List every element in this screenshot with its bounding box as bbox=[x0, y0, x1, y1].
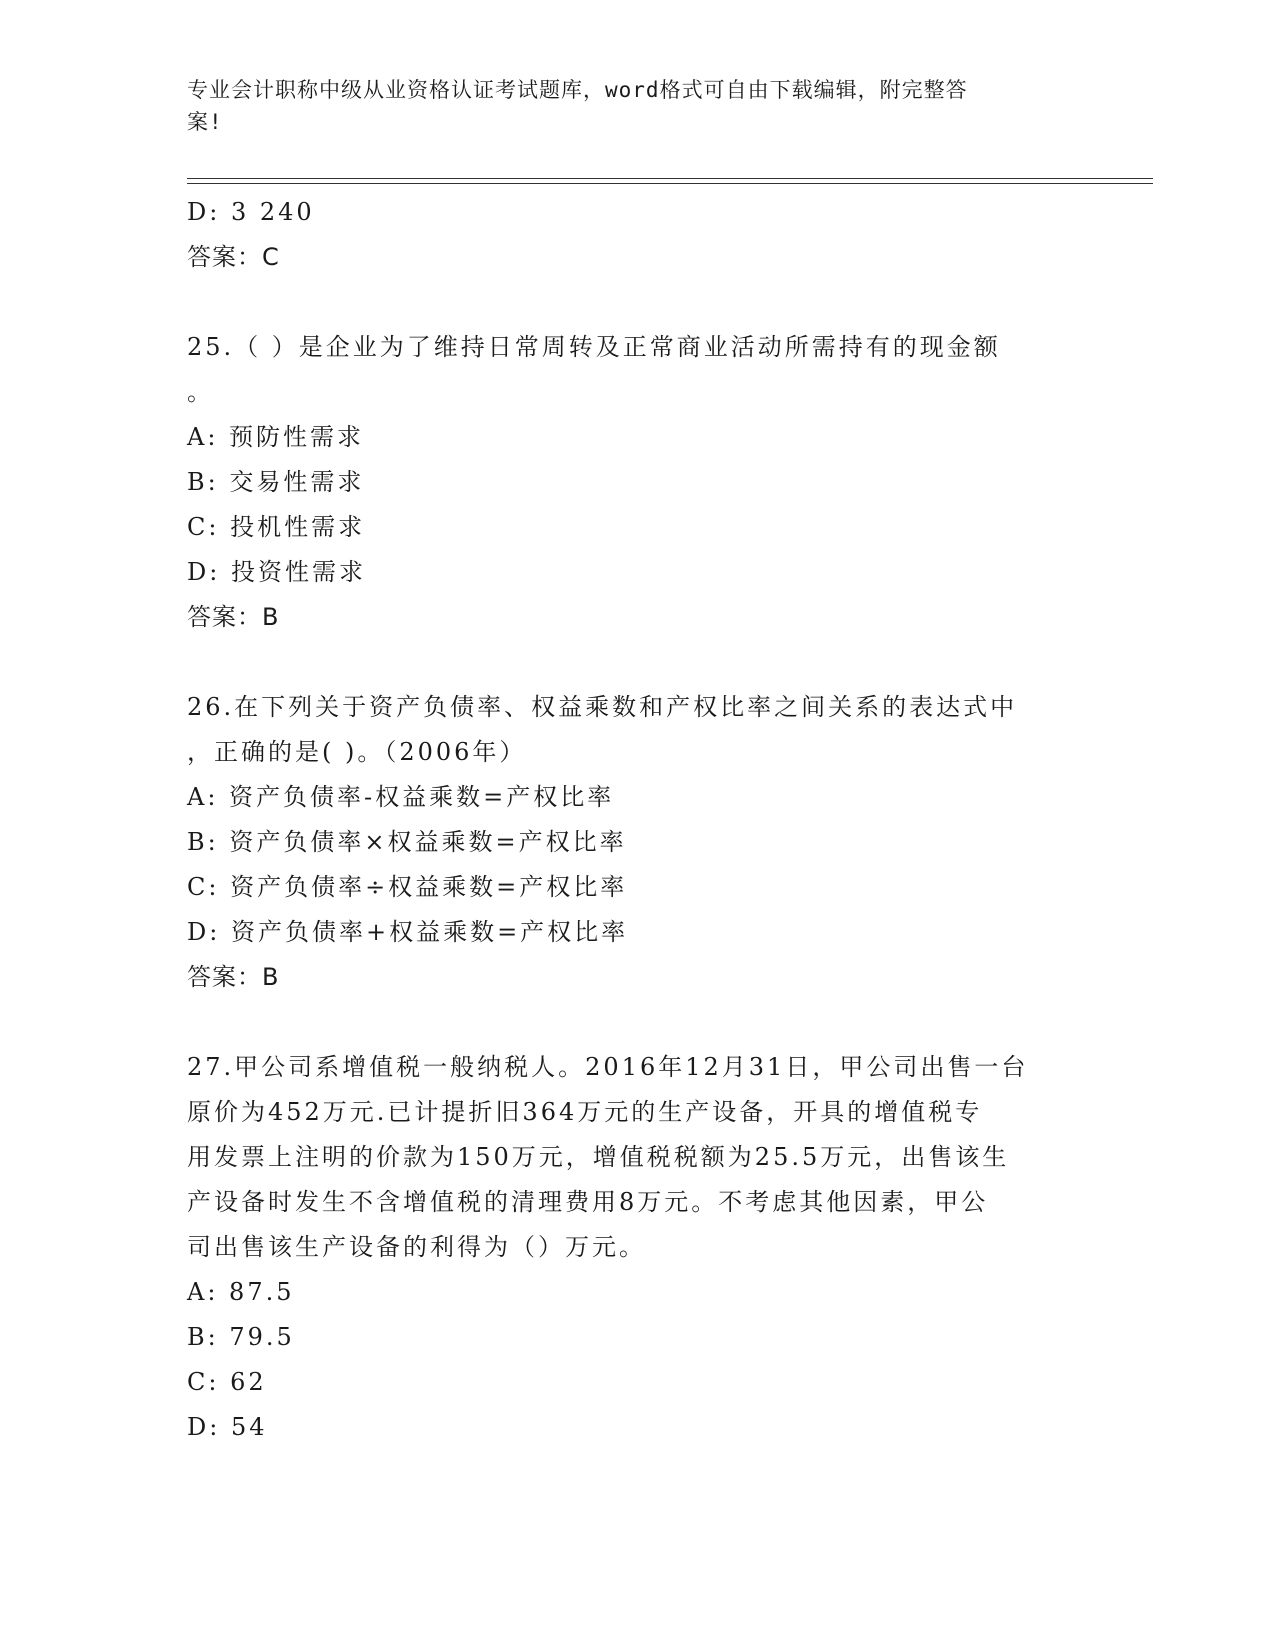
page-header bbox=[187, 74, 1067, 138]
spacer bbox=[187, 280, 1087, 325]
q26-option-c: C: 资产负债率÷权益乘数=产权比率 bbox=[187, 873, 628, 901]
q27-stem-line-1: 27.甲公司系增值税一般纳税人。2016年12月31日，甲公司出售一台 bbox=[187, 1053, 1029, 1081]
q25-option-d: D: 投资性需求 bbox=[187, 558, 366, 586]
q25-option-b: B: 交易性需求 bbox=[187, 468, 365, 496]
q25-answer: 答案：B bbox=[187, 603, 280, 631]
header-line-1: 专业会计职称中级从业资格认证考试题库，word格式可自由下载编辑，附完整答 bbox=[187, 78, 968, 102]
q27-option-d: D: 54 bbox=[187, 1413, 268, 1441]
prev-answer: 答案：C bbox=[187, 243, 280, 271]
q25-stem-line-2: 。 bbox=[187, 378, 214, 406]
q26-stem-line-1: 26.在下列关于资产负债率、权益乘数和产权比率之间关系的表达式中 bbox=[187, 693, 1018, 721]
prev-option-d: D: 3 240 bbox=[187, 198, 315, 226]
q26-option-b: B: 资产负债率×权益乘数=产权比率 bbox=[187, 828, 627, 856]
header-rule-bottom bbox=[187, 183, 1153, 184]
q26-answer: 答案：B bbox=[187, 963, 280, 991]
q26-option-d: D: 资产负债率+权益乘数=产权比率 bbox=[187, 918, 629, 946]
q25-stem-line-1: 25.（ ）是企业为了维持日常周转及正常商业活动所需持有的现金额 bbox=[187, 333, 1001, 361]
q27-stem-line-2: 原价为452万元.已计提折旧364万元的生产设备，开具的增值税专 bbox=[187, 1098, 983, 1126]
q27-stem-line-4: 产设备时发生不含增值税的清理费用8万元。不考虑其他因素，甲公 bbox=[187, 1188, 989, 1216]
q27-stem-line-5: 司出售该生产设备的利得为（）万元。 bbox=[187, 1233, 646, 1261]
q27-option-b: B: 79.5 bbox=[187, 1323, 295, 1351]
q27-stem-line-3: 用发票上注明的价款为150万元，增值税税额为25.5万元，出售该生 bbox=[187, 1143, 1010, 1171]
header-line-2: 案! bbox=[187, 110, 223, 134]
q25-option-a: A: 预防性需求 bbox=[187, 423, 365, 451]
q27-option-c: C: 62 bbox=[187, 1368, 267, 1396]
question-content bbox=[187, 190, 1087, 1450]
header-rule-top bbox=[187, 178, 1153, 179]
q26-option-a: A: 资产负债率-权益乘数=产权比率 bbox=[187, 783, 615, 811]
spacer bbox=[187, 1000, 1087, 1045]
q27-option-a: A: 87.5 bbox=[187, 1278, 295, 1306]
spacer bbox=[187, 640, 1087, 685]
q25-option-c: C: 投机性需求 bbox=[187, 513, 366, 541]
q26-stem-line-2: ，正确的是( )。（2006年） bbox=[187, 738, 527, 766]
